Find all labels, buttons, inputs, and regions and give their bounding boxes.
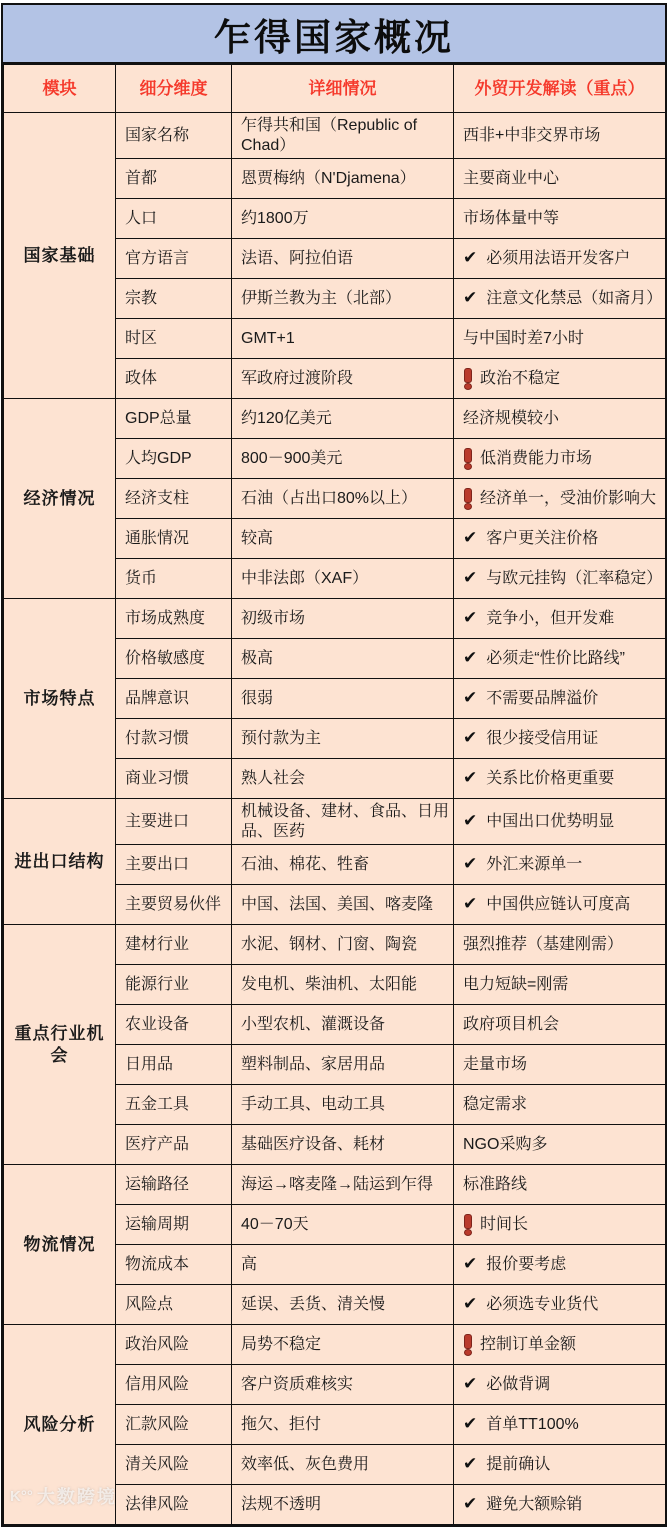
check-icon: ✔ <box>463 1413 478 1434</box>
check-icon: ✔ <box>463 1373 478 1394</box>
note-cell <box>454 199 666 239</box>
check-icon: ✔ <box>463 1293 478 1314</box>
detail-cell: 石油（占出口80%以上） <box>232 479 454 519</box>
note-cell <box>454 1445 666 1485</box>
dimension-cell: 信用风险 <box>116 1365 232 1405</box>
note-content <box>463 329 661 349</box>
note-text: 低消费能力市场 <box>480 449 593 467</box>
dimension-cell: 风险点 <box>116 1285 232 1325</box>
note-content <box>463 288 661 309</box>
note-text: 必须选专业货代 <box>486 1295 599 1313</box>
detail-cell: 很弱 <box>232 679 454 719</box>
detail-cell: 中非法郎（XAF） <box>232 559 454 599</box>
note-cell <box>454 965 666 1005</box>
detail-cell: 水泥、钢材、门窗、陶瓷 <box>232 925 454 965</box>
note-content <box>463 894 661 915</box>
dimension-cell: 通胀情况 <box>116 519 232 559</box>
dimension-cell: 政治风险 <box>116 1325 232 1365</box>
table-row <box>4 599 666 639</box>
header-row <box>4 65 666 113</box>
module-cell: 进出口结构 <box>4 799 116 925</box>
note-text: 关系比价格更重要 <box>486 769 615 787</box>
check-icon: ✔ <box>463 853 478 874</box>
dimension-cell: 农业设备 <box>116 1005 232 1045</box>
dimension-cell: 品牌意识 <box>116 679 232 719</box>
table-row <box>4 113 666 159</box>
exclamation-icon <box>463 1214 471 1236</box>
note-text: 必须用法语开发客户 <box>486 249 631 267</box>
note-content <box>463 488 661 510</box>
note-cell <box>454 845 666 885</box>
dimension-cell: 法律风险 <box>116 1485 232 1525</box>
note-text: 中国供应链认可度高 <box>486 895 631 913</box>
note-cell <box>454 399 666 439</box>
note-content <box>463 1494 661 1515</box>
dimension-cell: 商业习惯 <box>116 759 232 799</box>
detail-cell: 熟人社会 <box>232 759 454 799</box>
note-content <box>463 209 661 229</box>
dimension-cell: 经济支柱 <box>116 479 232 519</box>
note-text: 走量市场 <box>463 1055 528 1073</box>
dimension-cell: 日用品 <box>116 1045 232 1085</box>
dimension-cell: 建材行业 <box>116 925 232 965</box>
note-cell <box>454 1365 666 1405</box>
table-row <box>4 799 666 845</box>
note-cell <box>454 679 666 719</box>
note-cell <box>454 1325 666 1365</box>
detail-cell: 基础医疗设备、耗材 <box>232 1125 454 1165</box>
detail-cell: 40－70天 <box>232 1205 454 1245</box>
country-overview-sheet <box>1 3 667 1527</box>
dimension-cell: 市场成熟度 <box>116 599 232 639</box>
note-content <box>463 1015 661 1035</box>
note-content <box>463 975 661 995</box>
column-header: 外贸开发解读（重点） <box>454 65 666 113</box>
note-text: 稳定需求 <box>463 1095 528 1113</box>
dimension-cell: 人口 <box>116 199 232 239</box>
table-row <box>4 1325 666 1365</box>
note-content <box>463 1254 661 1275</box>
note-text: 时间长 <box>480 1215 529 1233</box>
detail-cell: 法语、阿拉伯语 <box>232 239 454 279</box>
detail-cell: 约120亿美元 <box>232 399 454 439</box>
dimension-cell: 货币 <box>116 559 232 599</box>
detail-cell: 发电机、柴油机、太阳能 <box>232 965 454 1005</box>
table-row <box>4 1165 666 1205</box>
page-title: 乍得国家概况 <box>3 5 665 64</box>
dimension-cell: 价格敏感度 <box>116 639 232 679</box>
detail-cell: 法规不透明 <box>232 1485 454 1525</box>
dimension-cell: 汇款风险 <box>116 1405 232 1445</box>
detail-cell: 客户资质难核实 <box>232 1365 454 1405</box>
detail-cell: 预付款为主 <box>232 719 454 759</box>
column-header: 详细情况 <box>232 65 454 113</box>
detail-cell: 小型农机、灌溉设备 <box>232 1005 454 1045</box>
check-icon: ✔ <box>463 767 478 788</box>
note-content <box>463 169 661 189</box>
note-cell <box>454 439 666 479</box>
table-row <box>4 925 666 965</box>
detail-cell: 机械设备、建材、食品、日用品、医药 <box>232 799 454 845</box>
module-cell: 物流情况 <box>4 1165 116 1325</box>
note-text: 必须走“性价比路线” <box>486 649 625 667</box>
note-content <box>463 1414 661 1435</box>
note-cell <box>454 1285 666 1325</box>
note-content <box>463 811 661 832</box>
detail-cell: 恩贾梅纳（N'Djamena） <box>232 159 454 199</box>
check-icon: ✔ <box>463 607 478 628</box>
dimension-cell: 能源行业 <box>116 965 232 1005</box>
note-cell <box>454 639 666 679</box>
note-content <box>463 1095 661 1115</box>
note-cell <box>454 1405 666 1445</box>
dimension-cell: 运输路径 <box>116 1165 232 1205</box>
detail-cell: 延误、丢货、清关慢 <box>232 1285 454 1325</box>
detail-cell: 初级市场 <box>232 599 454 639</box>
detail-cell: 伊斯兰教为主（北部） <box>232 279 454 319</box>
note-text: 控制订单金额 <box>480 1335 577 1353</box>
note-content <box>463 1135 661 1155</box>
note-text: 外汇来源单一 <box>486 855 583 873</box>
detail-cell: 塑料制品、家居用品 <box>232 1045 454 1085</box>
note-cell <box>454 1125 666 1165</box>
note-text: 客户更关注价格 <box>486 529 599 547</box>
note-cell <box>454 239 666 279</box>
check-icon: ✔ <box>463 247 478 268</box>
note-cell <box>454 759 666 799</box>
note-cell <box>454 1485 666 1525</box>
detail-cell: 海运→喀麦隆→陆运到乍得 <box>232 1165 454 1205</box>
module-cell: 市场特点 <box>4 599 116 799</box>
note-cell <box>454 1085 666 1125</box>
check-icon: ✔ <box>463 687 478 708</box>
note-content <box>463 1454 661 1475</box>
check-icon: ✔ <box>463 527 478 548</box>
note-text: 注意文化禁忌（如斋月） <box>486 289 663 307</box>
note-content <box>463 1334 661 1356</box>
note-content <box>463 1374 661 1395</box>
note-cell <box>454 1245 666 1285</box>
note-cell <box>454 1045 666 1085</box>
detail-cell: 极高 <box>232 639 454 679</box>
note-text: 经济单一，受油价影响大 <box>480 489 657 507</box>
exclamation-icon <box>463 448 471 470</box>
detail-cell: 约1800万 <box>232 199 454 239</box>
note-cell <box>454 885 666 925</box>
note-text: 中国出口优势明显 <box>486 812 615 830</box>
dimension-cell: 人均GDP <box>116 439 232 479</box>
check-icon: ✔ <box>463 647 478 668</box>
note-cell <box>454 1165 666 1205</box>
dimension-cell: GDP总量 <box>116 399 232 439</box>
check-icon: ✔ <box>463 1453 478 1474</box>
dimension-cell: 官方语言 <box>116 239 232 279</box>
note-cell <box>454 719 666 759</box>
note-content <box>463 528 661 549</box>
dimension-cell: 时区 <box>116 319 232 359</box>
dimension-cell: 运输周期 <box>116 1205 232 1245</box>
dimension-cell: 首都 <box>116 159 232 199</box>
detail-cell: 石油、棉花、牲畜 <box>232 845 454 885</box>
note-text: 竞争小，但开发难 <box>486 609 615 627</box>
check-icon: ✔ <box>463 1493 478 1514</box>
dimension-cell: 物流成本 <box>116 1245 232 1285</box>
dimension-cell: 主要贸易伙伴 <box>116 885 232 925</box>
dimension-cell: 国家名称 <box>116 113 232 159</box>
note-text: 报价要考虑 <box>486 1255 567 1273</box>
check-icon: ✔ <box>463 893 478 914</box>
note-text: 市场体量中等 <box>463 209 560 227</box>
note-text: 电力短缺=刚需 <box>463 975 569 993</box>
note-text: 首单TT100% <box>486 1415 579 1433</box>
note-content <box>463 248 661 269</box>
note-text: NGO采购多 <box>463 1135 548 1153</box>
column-header: 细分维度 <box>116 65 232 113</box>
note-content <box>463 648 661 669</box>
dimension-cell: 主要进口 <box>116 799 232 845</box>
note-cell <box>454 319 666 359</box>
exclamation-icon <box>463 1334 471 1356</box>
exclamation-icon <box>463 368 471 390</box>
exclamation-icon <box>463 488 471 510</box>
note-cell <box>454 519 666 559</box>
dimension-cell: 医疗产品 <box>116 1125 232 1165</box>
watermark-logo-icon: K°° <box>10 1487 33 1505</box>
note-content <box>463 1294 661 1315</box>
detail-cell: 高 <box>232 1245 454 1285</box>
note-content <box>463 854 661 875</box>
detail-cell: 局势不稳定 <box>232 1325 454 1365</box>
check-icon: ✔ <box>463 810 478 831</box>
dimension-cell: 清关风险 <box>116 1445 232 1485</box>
note-content <box>463 1055 661 1075</box>
note-content <box>463 768 661 789</box>
note-text: 政治不稳定 <box>480 369 561 387</box>
note-cell <box>454 559 666 599</box>
dimension-cell: 政体 <box>116 359 232 399</box>
module-cell: 国家基础 <box>4 113 116 399</box>
table-row <box>4 399 666 439</box>
note-content <box>463 1214 661 1236</box>
note-text: 必做背调 <box>486 1375 551 1393</box>
note-cell <box>454 1205 666 1245</box>
check-icon: ✔ <box>463 1253 478 1274</box>
note-cell <box>454 479 666 519</box>
dimension-cell: 主要出口 <box>116 845 232 885</box>
note-content <box>463 126 661 146</box>
detail-cell: GMT+1 <box>232 319 454 359</box>
note-text: 经济规模较小 <box>463 409 560 427</box>
note-cell <box>454 599 666 639</box>
note-cell <box>454 279 666 319</box>
module-cell: 经济情况 <box>4 399 116 599</box>
detail-cell: 较高 <box>232 519 454 559</box>
detail-cell: 效率低、灰色费用 <box>232 1445 454 1485</box>
check-icon: ✔ <box>463 727 478 748</box>
note-text: 避免大额赊销 <box>486 1495 583 1513</box>
note-text: 西非+中非交界市场 <box>463 126 601 144</box>
note-text: 不需要品牌溢价 <box>486 689 599 707</box>
detail-cell: 手动工具、电动工具 <box>232 1085 454 1125</box>
note-content <box>463 448 661 470</box>
watermark-text: 大数跨境 <box>36 1487 117 1507</box>
note-content <box>463 1175 661 1195</box>
note-cell <box>454 925 666 965</box>
note-content <box>463 935 661 955</box>
note-content <box>463 368 661 390</box>
note-cell <box>454 1005 666 1045</box>
note-content <box>463 409 661 429</box>
note-content <box>463 608 661 629</box>
note-text: 主要商业中心 <box>463 169 560 187</box>
detail-cell: 800－900美元 <box>232 439 454 479</box>
detail-cell: 军政府过渡阶段 <box>232 359 454 399</box>
note-cell <box>454 799 666 845</box>
note-text: 很少接受信用证 <box>486 729 599 747</box>
detail-cell: 乍得共和国（Republic of Chad） <box>232 113 454 159</box>
detail-cell: 中国、法国、美国、喀麦隆 <box>232 885 454 925</box>
note-content <box>463 568 661 589</box>
note-cell <box>454 359 666 399</box>
column-header: 模块 <box>4 65 116 113</box>
dimension-cell: 付款习惯 <box>116 719 232 759</box>
note-text: 政府项目机会 <box>463 1015 560 1033</box>
note-text: 与欧元挂钩（汇率稳定） <box>486 569 663 587</box>
note-text: 标准路线 <box>463 1175 528 1193</box>
dimension-cell: 五金工具 <box>116 1085 232 1125</box>
note-text: 提前确认 <box>486 1455 551 1473</box>
check-icon: ✔ <box>463 567 478 588</box>
note-content <box>463 728 661 749</box>
note-text: 与中国时差7小时 <box>463 329 584 347</box>
note-cell <box>454 159 666 199</box>
detail-cell: 拖欠、拒付 <box>232 1405 454 1445</box>
dimension-cell: 宗教 <box>116 279 232 319</box>
check-icon: ✔ <box>463 287 478 308</box>
module-cell: 风险分析 <box>4 1325 116 1525</box>
module-cell: 重点行业机会 <box>4 925 116 1165</box>
note-content <box>463 688 661 709</box>
note-text: 强烈推荐（基建刚需） <box>463 935 624 953</box>
table-body <box>4 113 666 1525</box>
country-overview-table <box>3 64 666 1525</box>
note-cell <box>454 113 666 159</box>
